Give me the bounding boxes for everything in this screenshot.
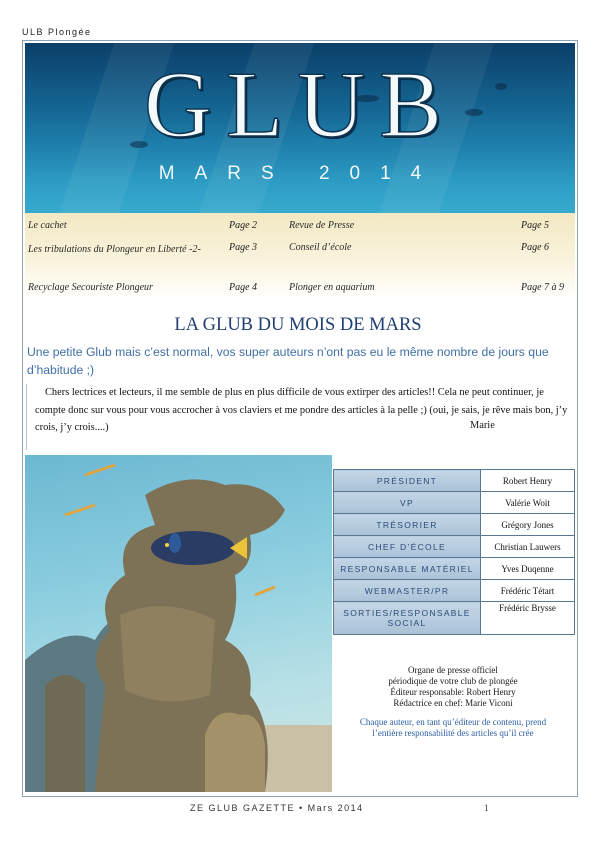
committee-member: Yves Duqenne xyxy=(481,558,575,580)
masthead-title: GLUB xyxy=(144,53,456,157)
committee-role: TRÉSORIER xyxy=(334,514,481,536)
committee-member: Frédéric Tétart xyxy=(481,580,575,602)
committee-role: SORTIES/RESPONSABLE SOCIAL xyxy=(334,602,481,635)
article-headline: LA GLUB DU MOIS DE MARS xyxy=(174,315,422,335)
committee-member: Christian Lauwers xyxy=(481,536,575,558)
table-row xyxy=(334,580,575,602)
committee-member: Grégory Jones xyxy=(481,514,575,536)
editorial-signature: Marie xyxy=(470,420,495,431)
table-row xyxy=(334,470,575,492)
table-row xyxy=(334,536,575,558)
page-number: 1 xyxy=(484,803,489,813)
committee-member: Frédéric Brysse xyxy=(481,602,575,635)
editorial-block xyxy=(26,384,575,450)
toc-entry-page: Page 5 xyxy=(521,220,550,231)
organization-name: ULB Plongée xyxy=(22,27,92,37)
committee-role: VP xyxy=(334,492,481,514)
toc-entry-page: Page 4 xyxy=(229,282,258,293)
toc-entry-title[interactable]: Conseil d’école xyxy=(289,242,352,253)
table-row xyxy=(334,492,575,514)
masthead-banner xyxy=(25,43,575,213)
coral-reef-illustration xyxy=(25,455,332,792)
article-intro: Une petite Glub mais c’est normal, vos super auteurs n’ont pas eu le même nombre de jours que d’habitude ;) xyxy=(27,345,549,377)
reef-photo xyxy=(25,455,332,792)
publication-info xyxy=(345,665,561,739)
publication-line: Organe de presse officiel xyxy=(408,665,498,675)
toc-entry-page: Page 3 xyxy=(229,242,258,253)
editorial-body: Chers lectrices et lecteurs, il me semble de plus en plus difficile de vous extirper des articles!! Cela ne peut continuer, je compte donc sur vous pour vous accrocher à vos claviers et me pondre des articles à la pelle ;) (oui, je sais, je rêve mais bon, j’y crois, j’y crois....) xyxy=(35,387,568,433)
committee-role: RESPONSABLE MATÉRIEL xyxy=(334,558,481,580)
table-row xyxy=(334,602,575,635)
toc-entry-title[interactable]: Revue de Presse xyxy=(289,220,355,231)
toc-entry-title[interactable]: Recyclage Secouriste Plongeur xyxy=(28,282,153,293)
masthead-month: MARS 2014 xyxy=(158,163,442,184)
committee-member: Robert Henry xyxy=(481,470,575,492)
committee-role: PRÉSIDENT xyxy=(334,470,481,492)
toc-entry-title[interactable]: Plonger en aquarium xyxy=(289,282,375,293)
author-disclaimer: Chaque auteur, en tant qu’éditeur de contenu, prend l’entière responsabilité des articles qu’il crée xyxy=(359,717,547,738)
toc-entry-title[interactable]: Le cachet xyxy=(28,220,67,231)
committee-member: Valérie Woit xyxy=(481,492,575,514)
committee-role: CHEF D’ÉCOLE xyxy=(334,536,481,558)
footer-text: ZE GLUB GAZETTE • Mars 2014 xyxy=(190,803,364,813)
publication-editor: Éditeur responsable: Robert Henry xyxy=(390,687,516,697)
toc-entry-page: Page 6 xyxy=(521,242,550,253)
toc-entry-page: Page 7 à 9 xyxy=(521,282,565,293)
publication-line: périodique de votre club de plongée xyxy=(388,676,518,686)
toc-entry-page: Page 2 xyxy=(229,220,258,231)
toc-entry-title[interactable]: Les tribulations du Plongeur en Liberté -2- xyxy=(28,244,201,255)
table-row xyxy=(334,514,575,536)
table-row xyxy=(334,558,575,580)
committee-role: WEBMASTER/PR xyxy=(334,580,481,602)
publication-chief-editor: Rédactrice en chef: Marie Viconi xyxy=(393,698,513,708)
committee-table xyxy=(333,469,575,635)
table-of-contents xyxy=(25,213,575,300)
